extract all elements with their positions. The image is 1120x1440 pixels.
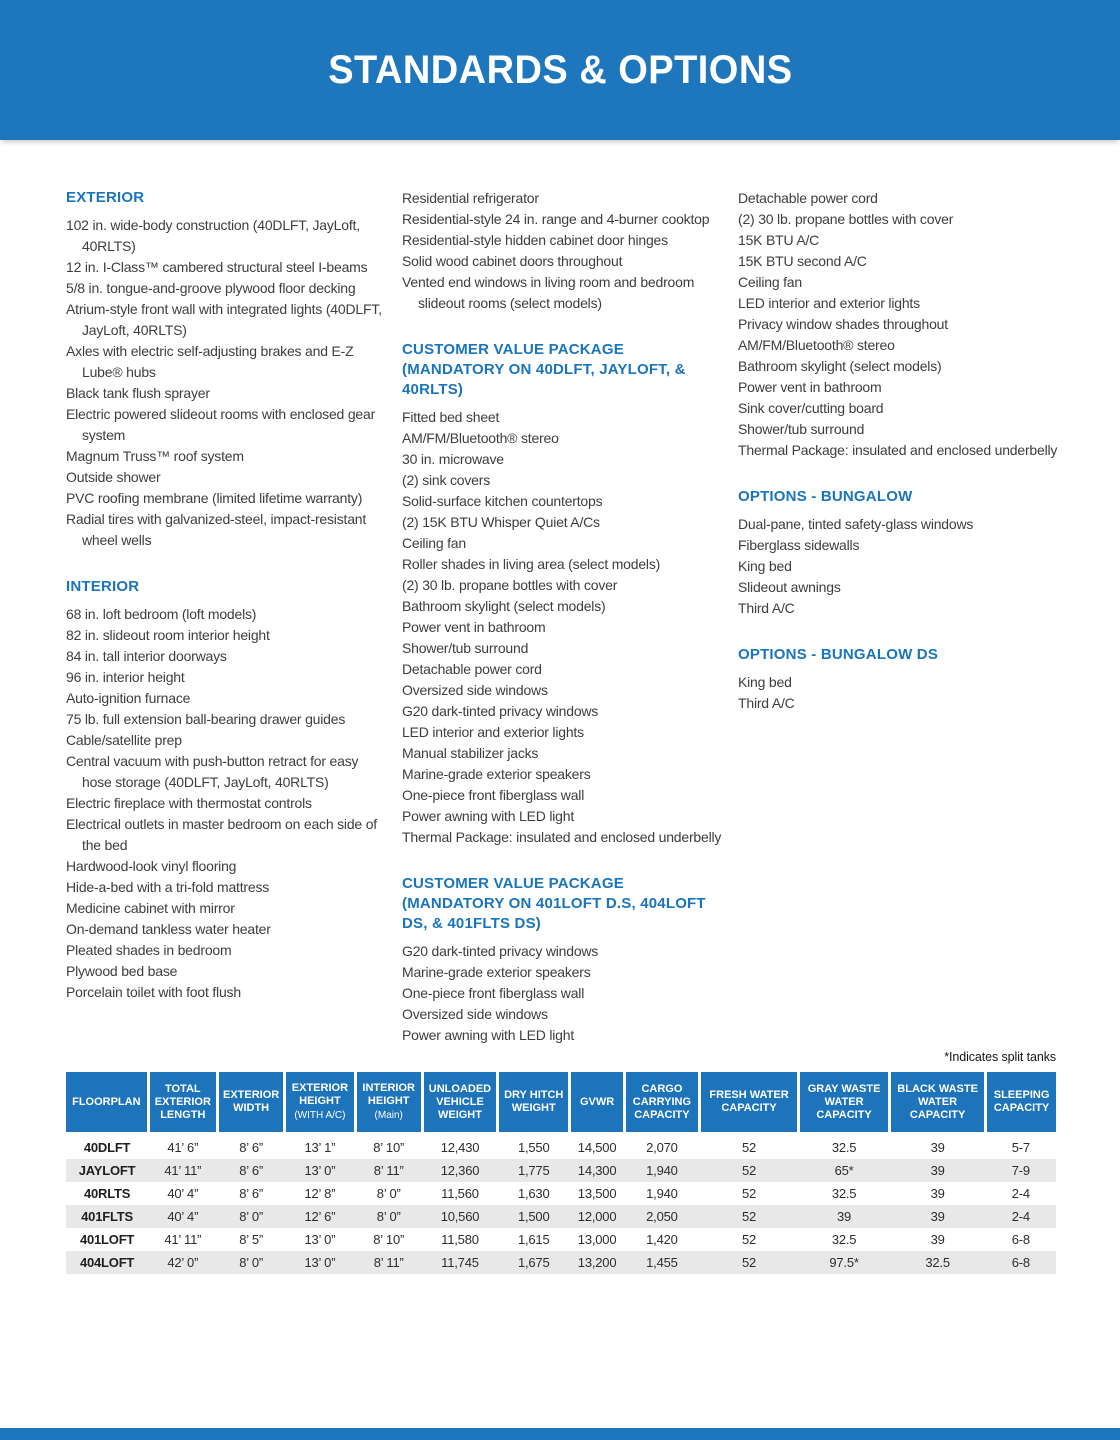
feature-item: Solid wood cabinet doors throughout	[402, 253, 623, 269]
spec-value-cell: 13,000	[577, 1232, 617, 1247]
spec-value-cell: 39	[930, 1186, 945, 1201]
spec-value-cell: 1,500	[517, 1209, 550, 1224]
spec-value-cell: 41’ 11”	[164, 1163, 202, 1178]
spec-value-cell: 8’ 0”	[239, 1255, 264, 1270]
spec-value-cell: 8’ 5”	[239, 1232, 264, 1247]
feature-item: LED interior and exterior lights	[402, 724, 584, 740]
floorplan-cell: 401LOFT	[79, 1232, 135, 1247]
floorplan-cell: 401FLTS	[81, 1209, 133, 1224]
spec-column-header: SLEEPING CAPACITY	[986, 1072, 1056, 1134]
feature-item: Residential refrigerator	[402, 190, 539, 206]
spec-value-cell: 32.5	[831, 1140, 857, 1155]
spec-value-cell: 8’ 11”	[373, 1255, 404, 1270]
table-row	[66, 1205, 1056, 1228]
feature-item: 75 lb. full extension ball-bearing drawer guides	[66, 711, 346, 727]
table-row	[66, 1228, 1056, 1251]
feature-item: Power awning with LED light	[402, 808, 575, 824]
feature-item: Cable/satellite prep	[66, 732, 182, 748]
feature-column-3	[738, 188, 1058, 718]
feature-section	[738, 188, 1058, 461]
spec-value-cell: 8’ 10”	[373, 1232, 405, 1247]
spec-column-header: DRY HITCH WEIGHT	[498, 1072, 570, 1134]
floorplan-cell: 404LOFT	[79, 1255, 135, 1270]
feature-item: King bed	[738, 558, 792, 574]
table-row	[66, 1159, 1056, 1182]
feature-section	[738, 645, 1058, 714]
spec-value-cell: 1,675	[517, 1255, 550, 1270]
feature-item: Axles with electric self-adjusting brakes and E-Z Lube® hubs	[66, 343, 354, 380]
spec-value-cell: 11,745	[441, 1255, 479, 1270]
feature-item: 15K BTU second A/C	[738, 253, 867, 269]
table-row	[66, 1182, 1056, 1205]
spec-value-cell: 1,940	[646, 1186, 678, 1201]
spec-value-cell: 42’ 0”	[167, 1255, 199, 1270]
spec-value-cell: 1,455	[646, 1255, 678, 1270]
feature-item: Outside shower	[66, 469, 161, 485]
feature-item: Black tank flush sprayer	[66, 385, 210, 401]
feature-item: Thermal Package: insulated and enclosed underbelly	[738, 442, 1058, 458]
section-heading: OPTIONS - BUNGALOW	[738, 488, 913, 505]
spec-value-cell: 2,050	[646, 1209, 678, 1224]
spec-column-header: FLOORPLAN	[66, 1072, 148, 1134]
feature-item: (2) 30 lb. propane bottles with cover	[738, 211, 954, 227]
spec-column-header: FRESH WATER CAPACITY	[700, 1072, 799, 1134]
spec-value-cell: 11,580	[441, 1232, 479, 1247]
page-banner	[0, 0, 1120, 140]
feature-item: Dual-pane, tinted safety-glass windows	[738, 516, 974, 532]
feature-item: Atrium-style front wall with integrated lights (40DLFT, JayLoft, 40RLTS)	[66, 301, 382, 338]
feature-item: 15K BTU A/C	[738, 232, 820, 248]
feature-section	[402, 188, 722, 314]
spec-value-cell: 13,200	[577, 1255, 617, 1270]
spec-value-cell: 40’ 4”	[167, 1209, 199, 1224]
spec-value-cell: 39	[930, 1209, 945, 1224]
spec-value-cell: 65*	[834, 1163, 854, 1178]
spec-value-cell: 32.5	[925, 1255, 950, 1270]
spec-value-cell: 52	[742, 1163, 757, 1178]
feature-item: 84 in. tall interior doorways	[66, 648, 227, 664]
spec-value-cell: 1,615	[517, 1232, 550, 1247]
feature-item: 68 in. loft bedroom (loft models)	[66, 606, 257, 622]
feature-item: Radial tires with galvanized-steel, impact-resistant wheel wells	[66, 511, 367, 548]
spec-value-cell: 32.5	[831, 1186, 857, 1201]
spec-value-cell: 52	[742, 1186, 757, 1201]
spec-value-cell: 1,550	[517, 1140, 550, 1155]
spec-value-cell: 41’ 11”	[164, 1232, 202, 1247]
feature-item: (2) sink covers	[402, 472, 491, 488]
spec-column-subheader: (WITH A/C)	[294, 1110, 346, 1121]
spec-table	[66, 1072, 1056, 1274]
feature-item: Third A/C	[738, 695, 795, 711]
spec-value-cell: 52	[742, 1255, 757, 1270]
spec-value-cell: 8’ 6”	[239, 1140, 264, 1155]
spec-value-cell: 40’ 4”	[167, 1186, 199, 1201]
spec-value-cell: 6-8	[1011, 1255, 1030, 1270]
spec-value-cell: 1,420	[646, 1232, 678, 1247]
feature-item: Power vent in bathroom	[402, 619, 546, 635]
feature-item: G20 dark-tinted privacy windows	[402, 703, 599, 719]
feature-item: Pleated shades in bedroom	[66, 942, 232, 958]
feature-item: 82 in. slideout room interior height	[66, 627, 270, 643]
spec-value-cell: 12’ 6”	[304, 1209, 336, 1224]
section-heading: INTERIOR	[66, 578, 140, 595]
feature-item: Magnum Truss™ roof system	[66, 448, 244, 464]
spec-column-header: GVWR	[570, 1072, 624, 1134]
feature-item: Ceiling fan	[738, 274, 802, 290]
feature-section	[66, 188, 386, 551]
page-title: STANDARDS & OPTIONS	[327, 47, 793, 92]
spec-value-cell: 8’ 0”	[376, 1209, 401, 1224]
feature-item: AM/FM/Bluetooth® stereo	[738, 337, 895, 353]
spec-column-subheader: (Main)	[374, 1110, 403, 1121]
feature-column-1	[66, 188, 386, 1007]
spec-column-header: EXTERIOR HEIGHT (WITH A/C)	[285, 1072, 355, 1134]
spec-value-cell: 14,300	[577, 1163, 617, 1178]
spec-value-cell: 14,500	[577, 1140, 617, 1155]
feature-item: Manual stabilizer jacks	[402, 745, 539, 761]
feature-columns	[0, 140, 1120, 1050]
feature-item: On-demand tankless water heater	[66, 921, 271, 937]
spec-value-cell: 13’ 0”	[304, 1255, 336, 1270]
feature-item: LED interior and exterior lights	[738, 295, 920, 311]
section-heading: CUSTOMER VALUE PACKAGE (MANDATORY ON 40DLFT, JAYLOFT, & 40RLTS)	[402, 341, 686, 398]
spec-value-cell: 13,500	[577, 1186, 617, 1201]
spec-value-cell: 52	[742, 1232, 757, 1247]
spec-column-header: GRAY WASTE WATER CAPACITY	[799, 1072, 890, 1134]
spec-value-cell: 39	[930, 1140, 945, 1155]
feature-item: Electrical outlets in master bedroom on each side of the bed	[66, 816, 377, 853]
spec-value-cell: 2,070	[646, 1140, 678, 1155]
feature-item: Ceiling fan	[402, 535, 466, 551]
spec-value-cell: 11,560	[441, 1186, 479, 1201]
feature-item: Roller shades in living area (select models)	[402, 556, 661, 572]
feature-item: Power vent in bathroom	[738, 379, 882, 395]
floorplan-cell: 40RLTS	[83, 1186, 131, 1201]
feature-item: Sink cover/cutting board	[738, 400, 884, 416]
feature-item: Slideout awnings	[738, 579, 841, 595]
table-row	[66, 1251, 1056, 1274]
spec-column-header: INTERIOR HEIGHT (Main)	[355, 1072, 422, 1134]
feature-item: (2) 30 lb. propane bottles with cover	[402, 577, 618, 593]
spec-column-header: TOTAL EXTERIOR LENGTH	[148, 1072, 217, 1134]
spec-value-cell: 8’ 11”	[373, 1163, 404, 1178]
feature-section	[66, 577, 386, 1003]
section-heading: EXTERIOR	[66, 189, 145, 206]
feature-item: Hardwood-look vinyl flooring	[66, 858, 237, 874]
spec-value-cell: 1,775	[517, 1163, 550, 1178]
feature-item: Solid-surface kitchen countertops	[402, 493, 603, 509]
spec-value-cell: 52	[742, 1140, 757, 1155]
feature-item: Marine-grade exterior speakers	[402, 964, 591, 980]
feature-item: 96 in. interior height	[66, 669, 185, 685]
spec-value-cell: 13’ 1”	[304, 1140, 336, 1155]
spec-value-cell: 41’ 6”	[167, 1140, 199, 1155]
section-heading: OPTIONS - BUNGALOW DS	[738, 646, 939, 663]
feature-item: Marine-grade exterior speakers	[402, 766, 591, 782]
feature-item: Auto-ignition furnace	[66, 690, 191, 706]
feature-item: Shower/tub surround	[402, 640, 529, 656]
feature-item: Residential-style hidden cabinet door hinges	[402, 232, 668, 248]
spec-column-header: UNLOADED VEHICLE WEIGHT	[422, 1072, 497, 1134]
spec-value-cell: 52	[742, 1209, 757, 1224]
feature-item: 30 in. microwave	[402, 451, 504, 467]
feature-item: Detachable power cord	[402, 661, 542, 677]
feature-item: (2) 15K BTU Whisper Quiet A/Cs	[402, 514, 600, 530]
feature-section	[738, 487, 1058, 619]
floorplan-cell: JAYLOFT	[78, 1163, 136, 1178]
feature-item: Medicine cabinet with mirror	[66, 900, 235, 916]
feature-item: Thermal Package: insulated and enclosed underbelly	[402, 829, 722, 845]
spec-value-cell: 13’ 0”	[304, 1163, 336, 1178]
feature-item: Privacy window shades throughout	[738, 316, 948, 332]
spec-value-cell: 8’ 0”	[239, 1209, 264, 1224]
feature-item: Porcelain toilet with foot flush	[66, 984, 241, 1000]
spec-value-cell: 13’ 0”	[304, 1232, 336, 1247]
feature-item: Power awning with LED light	[402, 1027, 575, 1043]
spec-value-cell: 39	[930, 1232, 945, 1247]
feature-item: Bathroom skylight (select models)	[738, 358, 942, 374]
feature-item: PVC roofing membrane (limited lifetime warranty)	[66, 490, 363, 506]
spec-value-cell: 32.5	[831, 1232, 857, 1247]
spec-value-cell: 1,630	[517, 1186, 550, 1201]
feature-item: Residential-style 24 in. range and 4-burner cooktop	[402, 211, 710, 227]
spec-value-cell: 12,360	[440, 1163, 480, 1178]
feature-item: Bathroom skylight (select models)	[402, 598, 606, 614]
feature-item: Vented end windows in living room and bedroom slideout rooms (select models)	[402, 274, 695, 311]
feature-item: Plywood bed base	[66, 963, 178, 979]
feature-section	[402, 874, 722, 1046]
feature-item: Hide-a-bed with a tri-fold mattress	[66, 879, 270, 895]
spec-value-cell: 8’ 10”	[373, 1140, 405, 1155]
table-row	[66, 1134, 1056, 1159]
feature-column-2	[402, 188, 722, 1050]
spec-value-cell: 10,560	[440, 1209, 480, 1224]
feature-item: G20 dark-tinted privacy windows	[402, 943, 599, 959]
spec-column-header: BLACK WASTE WATER CAPACITY	[890, 1072, 986, 1134]
spec-value-cell: 8’ 0”	[376, 1186, 401, 1201]
spec-value-cell: 2-4	[1011, 1209, 1030, 1224]
feature-item: Oversized side windows	[402, 682, 548, 698]
feature-item: Fitted bed sheet	[402, 409, 500, 425]
spec-value-cell: 1,940	[646, 1163, 678, 1178]
section-heading: CUSTOMER VALUE PACKAGE (MANDATORY ON 401LOFT D.S, 404LOFT DS, & 401FLTS DS)	[402, 875, 706, 932]
feature-item: 102 in. wide-body construction (40DLFT, JayLoft, 40RLTS)	[66, 217, 360, 254]
spec-value-cell: 7-9	[1011, 1163, 1030, 1178]
feature-item: 5/8 in. tongue-and-groove plywood floor decking	[66, 280, 356, 296]
footer-bar	[0, 1428, 1120, 1440]
spec-value-cell: 2-4	[1011, 1186, 1030, 1201]
feature-item: One-piece front fiberglass wall	[402, 985, 585, 1001]
feature-section	[402, 340, 722, 848]
spec-value-cell: 6-8	[1011, 1232, 1030, 1247]
feature-item: King bed	[738, 674, 792, 690]
feature-item: Central vacuum with push-button retract for easy hose storage (40DLFT, JayLoft, 40RLTS)	[66, 753, 359, 790]
feature-item: Fiberglass sidewalls	[738, 537, 860, 553]
spec-value-cell: 8’ 6”	[239, 1163, 264, 1178]
spec-value-cell: 39	[837, 1209, 852, 1224]
feature-item: Oversized side windows	[402, 1006, 548, 1022]
feature-item: Electric fireplace with thermostat controls	[66, 795, 312, 811]
feature-item: 12 in. I-Class™ cambered structural steel I-beams	[66, 259, 368, 275]
feature-item: One-piece front fiberglass wall	[402, 787, 585, 803]
spec-column-header: CARGO CARRYING CAPACITY	[624, 1072, 699, 1134]
feature-item: Third A/C	[738, 600, 795, 616]
floorplan-cell: 40DLFT	[83, 1140, 131, 1155]
spec-value-cell: 97.5*	[829, 1255, 859, 1270]
feature-item: Shower/tub surround	[738, 421, 865, 437]
feature-item: Detachable power cord	[738, 190, 878, 206]
feature-item: AM/FM/Bluetooth® stereo	[402, 430, 559, 446]
spec-value-cell: 12’ 8”	[304, 1186, 336, 1201]
spec-value-cell: 12,430	[440, 1140, 480, 1155]
spec-value-cell: 5-7	[1011, 1140, 1030, 1155]
spec-table-header-row	[66, 1072, 1056, 1134]
spec-column-header: EXTERIOR WIDTH	[217, 1072, 284, 1134]
spec-value-cell: 12,000	[577, 1209, 617, 1224]
spec-value-cell: 39	[930, 1163, 945, 1178]
feature-item: Electric powered slideout rooms with enclosed gear system	[66, 406, 376, 443]
split-tanks-note: *Indicates split tanks	[944, 1050, 1056, 1064]
spec-value-cell: 8’ 6”	[239, 1186, 264, 1201]
